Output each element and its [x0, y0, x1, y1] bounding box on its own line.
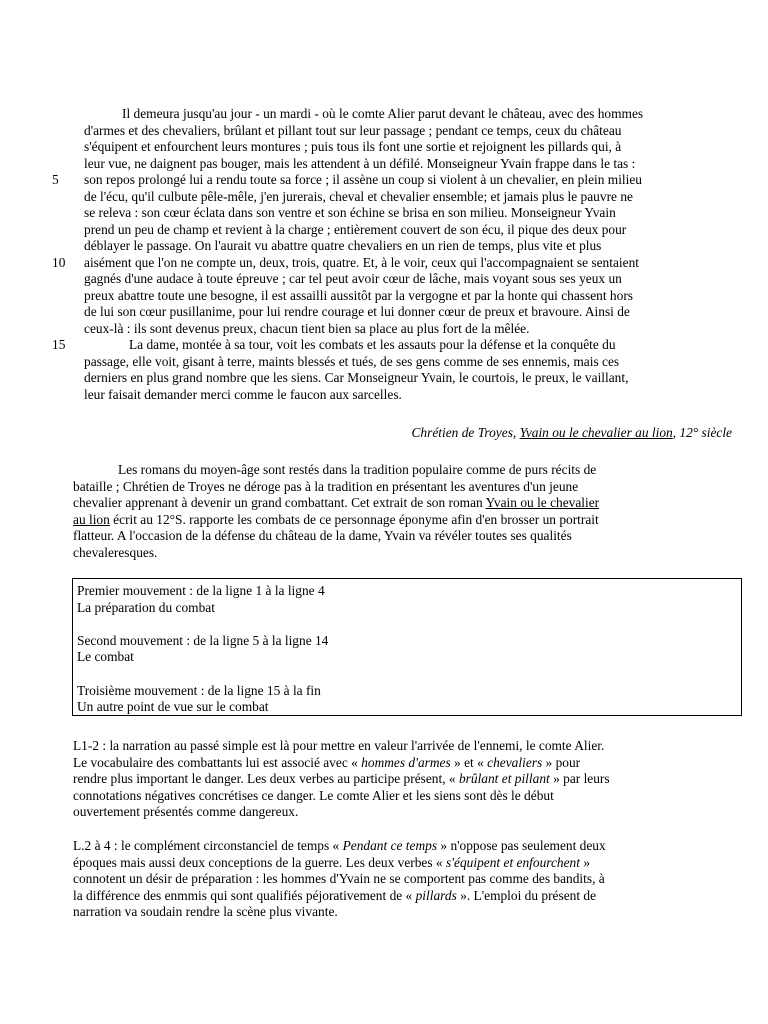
text-span: chevalier apprenant à devenir un grand combattant. Cet extrait de son roman: [73, 495, 486, 510]
text-line: narration va soudain rendre la scène plus vivante.: [73, 904, 338, 919]
literary-passage: [52, 106, 734, 403]
passage-text: d'armes et des chevaliers, brûlant et pillant tout sur leur passage ; pendant ce temps, ceux du château: [84, 122, 622, 138]
quoted-term: hommes d'armes: [361, 754, 451, 770]
text-line: [73, 855, 713, 872]
text-line: flatteur. A l'occasion de la défense du château de la dame, Yvain va révéler toutes ses qualités: [73, 528, 572, 543]
text-span: époques mais aussi deux conceptions de la guerre. Les deux verbes «: [73, 854, 446, 870]
passage-text: leur vue, ne daignent pas bouger, mais les attendent à un défilé. Monseigneur Yvain frappe dans le tas :: [84, 155, 636, 171]
text-line: Les romans du moyen-âge sont restés dans la tradition populaire comme de purs récits de: [118, 462, 597, 477]
passage-line: [84, 354, 734, 371]
line-number: 5: [52, 172, 59, 187]
text-span: rendre plus important le danger. Les deux verbes au participe présent, «: [73, 771, 459, 786]
quoted-term: chevaliers: [487, 754, 543, 770]
introduction-paragraph: [73, 462, 713, 561]
passage-line: [84, 304, 734, 321]
movement-3-title: Troisième mouvement : de la ligne 15 à la fin: [77, 682, 321, 698]
passage-line: [52, 337, 734, 354]
passage-text: gagnés d'une audace à toute épreuve ; car tel peut avoir cœur de lâche, mais voyant sous ses yeux un: [84, 271, 622, 286]
text-line: connotations négatives concrétises ce danger. Le comte Alier et les siens sont dès le début: [73, 787, 554, 803]
movement-3-description: Un autre point de vue sur le combat: [77, 699, 269, 715]
passage-text: aisément que l'on ne compte un, deux, trois, quatre. Et, à le voir, ceux qui l'accompagnaient se sentaient: [84, 254, 639, 270]
text-span: » et «: [450, 754, 488, 770]
text-line: [73, 838, 713, 855]
passage-text: Il demeura jusqu'au jour - un mardi - où le comte Alier parut devant le château, avec des hommes: [122, 106, 644, 121]
passage-line: [84, 189, 734, 206]
passage-line: [84, 156, 734, 173]
passage-text: de lui son cœur pusillanime, pour lui rendre courage et lui donner cœur de preux et bravoure. Ainsi de: [84, 304, 630, 319]
passage-line: [84, 123, 734, 140]
line-number: 15: [52, 337, 66, 352]
text-line: ouvertement présentés comme dangereux.: [73, 804, 299, 819]
movement-1-title: Premier mouvement : de la ligne 1 à la ligne 4: [77, 583, 325, 598]
passage-text: son repos prolongé lui a rendu toute sa force ; il assène un coup si violent à un chevalier, en plein milieu: [84, 172, 642, 187]
passage-text: de l'écu, qu'il culbute pêle-mêle, j'en jurerais, cheval et chevalier ensemble; et jamais plus le pauvre ne: [84, 188, 633, 204]
passage-text: s'équipent et enfourchent leurs montures ; puis tous ils font une sortie et rejoignent les pillards qui, à: [84, 139, 622, 154]
analysis-paragraph-2: [73, 838, 713, 921]
passage-line: [84, 271, 734, 288]
quoted-term: Pendant ce temps: [342, 838, 438, 853]
work-title-underlined: Yvain ou le chevalier: [485, 495, 600, 510]
text-line: [73, 888, 713, 905]
passage-line: [84, 205, 734, 222]
passage-line: [52, 254, 734, 272]
text-span: écrit au 12°S. rapporte les combats de ce personnage éponyme afin d'en brosser un portrait: [109, 511, 599, 527]
passage-text: se releva : son cœur éclata dans son ventre et son échine se brisa en son milieu. Monseigneur Yvain: [84, 205, 616, 220]
work-title-underlined: au lion: [73, 511, 110, 527]
source-century: , 12° siècle: [672, 425, 732, 440]
passage-text: preux abattre toute une besogne, il est assailli aussitôt par la vergogne et par la honte qui chassent hors: [84, 287, 633, 303]
text-span: »: [579, 854, 591, 870]
movement-1-description: La préparation du combat: [77, 599, 215, 615]
passage-line: [84, 370, 734, 387]
text-line: connotent un désir de préparation : les hommes d'Yvain ne se comportent pas comme des bandits, à: [73, 871, 605, 886]
passage-line: [84, 139, 734, 156]
movement-2-description: Le combat: [77, 649, 134, 665]
plan-box: [72, 578, 742, 716]
passage-text: prend un peu de champ et revient à la charge ; entièrement couvert de son écu, il pique des deux pour: [84, 221, 627, 237]
passage-line: [84, 238, 734, 255]
quoted-term: brûlant et pillant: [458, 771, 550, 786]
text-line: [73, 755, 713, 772]
passage-line: [84, 106, 734, 123]
text-line: L1-2 : la narration au passé simple est là pour mettre en valeur l'arrivée de l'ennemi, le comte Alier.: [73, 738, 605, 753]
text-line: chevaleresques.: [73, 544, 158, 560]
line-number: 10: [52, 254, 66, 270]
quoted-term: s'équipent et enfourchent: [445, 854, 580, 870]
source-work-title: Yvain ou le chevalier au lion: [519, 425, 673, 440]
quoted-term: pillards: [415, 887, 457, 903]
text-span: L.2 à 4 : le complément circonstanciel de temps «: [73, 838, 343, 853]
source-citation: [412, 425, 733, 442]
passage-line: [84, 321, 734, 338]
text-span: » n'oppose pas seulement deux: [437, 838, 606, 853]
passage-text: ceux-là : ils sont devenus preux, chacun tient bien sa place au plus fort de la mêlée.: [84, 320, 530, 336]
text-span: la différence des enmmis qui sont qualifiés péjorativement de «: [73, 887, 416, 903]
text-line: bataille ; Chrétien de Troyes ne déroge pas à la tradition en présentant les aventures d'un jeune: [73, 478, 579, 494]
passage-text: derniers en plus grand nombre que les siens. Car Monseigneur Yvain, le courtois, le preux, le vaillant,: [84, 370, 629, 385]
passage-line: [52, 172, 734, 189]
passage-line: [84, 222, 734, 239]
passage-text: passage, elle voit, gisant à terre, maints blessés et tués, de ses gens comme de ses ennemis, mais ces: [84, 353, 620, 369]
passage-text: La dame, montée à sa tour, voit les combats et les assauts pour la défense et la conquête du: [129, 337, 616, 352]
text-span: » pour: [542, 754, 581, 770]
source-author: Chrétien de Troyes,: [411, 425, 520, 440]
text-span: » par leurs: [549, 771, 610, 786]
passage-line: [84, 288, 734, 305]
analysis-paragraph-1: [73, 738, 713, 821]
movement-2-title: Second mouvement : de la ligne 5 à la ligne 14: [77, 632, 329, 648]
text-line: [73, 512, 713, 529]
passage-line: [84, 387, 734, 404]
spacer: [77, 666, 741, 683]
passage-text: déblayer le passage. On l'aurait vu abattre quatre chevaliers en un rien de temps, plus vite et plus: [84, 238, 602, 253]
text-span: Le vocabulaire des combattants lui est associé avec «: [73, 754, 362, 770]
text-line: [73, 495, 713, 512]
text-line: [73, 771, 713, 788]
text-span: ». L'emploi du présent de: [456, 887, 597, 903]
passage-text: leur faisait demander merci comme le faucon aux sarcelles.: [84, 386, 402, 402]
spacer: [77, 616, 741, 633]
